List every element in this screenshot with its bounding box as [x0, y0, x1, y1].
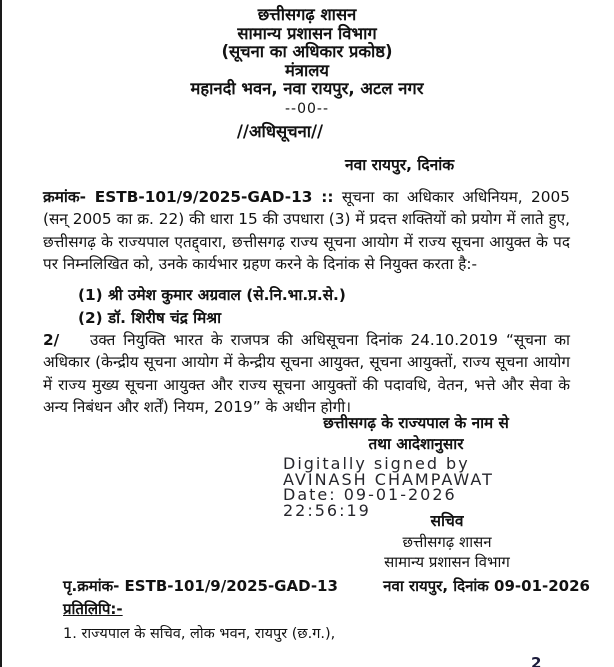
copy-to-label: प्रतिलिपि:- — [63, 600, 123, 618]
signature-signed-by: Digitally signed by — [283, 454, 470, 473]
copy-to-item-1: 1. राज्यपाल के सचिव, लोक भवन, रायपुर (छ.ग.), — [63, 626, 336, 642]
signatory-org-2: सामान्य प्रशासन विभाग — [384, 553, 510, 571]
signature-date: Date: 09-01-2026 — [283, 485, 457, 504]
header-divider: --00-- — [284, 100, 330, 117]
order-number: क्रमांक- ESTB-101/9/2025-GAD-13 :: — [43, 188, 334, 206]
signature-signer-name: AVINASH CHAMPAWAT — [283, 469, 494, 489]
letterhead — [0, 6, 614, 118]
page-number: 2 — [531, 654, 542, 667]
paragraph-2-number: 2/ — [43, 331, 60, 349]
paragraph-1-body: सूचना का अधिकार अधिनियम, 2005 (सन् 2005 का क्र. 22) की धारा 15 की उपधारा (3) में प्रदत्त शक्तियों को प्रयोग में लाते हुए, छत्तीसगढ़ के राज्यपाल एतद्द्वारा, छत्तीसगढ़ राज्य सूचना आयोग में राज्य सूचना आयुक्त के पद पर निम्नलिखित को, उनके कार्यभार ग्रहण करने के दिनांक से नियुक्त करता है:- — [43, 188, 570, 273]
signatory-org-1: छत्तीसगढ़ शासन — [402, 532, 492, 551]
letterhead-department: सामान्य प्रशासन विभाग — [237, 23, 377, 43]
signature-time: 22:56:19 — [283, 500, 371, 520]
authority-line-1: छत्तीसगढ़ के राज्यपाल के नाम से — [323, 414, 509, 432]
appointee-item-1: (1) श्री उमेश कुमार अग्रवाल (से.नि.भा.प्र.से.) — [78, 286, 346, 304]
paragraph-1 — [43, 186, 570, 275]
appointee-list — [78, 284, 346, 329]
letterhead-ministry: मंत्रालय — [284, 60, 329, 80]
endorsement-ref-number: पृ.क्रमांक- ESTB-101/9/2025-GAD-13 — [63, 577, 338, 595]
letterhead-cell: (सूचना का अधिकार प्रकोष्ठ) — [221, 42, 393, 61]
signatory-block — [367, 511, 527, 573]
appointee-item-2: (2) डॉ. शिरीष चंद्र मिश्रा — [78, 308, 222, 327]
paragraph-2 — [43, 329, 570, 418]
authority-block — [287, 413, 545, 455]
authority-line-2: तथा आदेशानुसार — [368, 435, 464, 453]
signatory-title: सचिव — [430, 512, 464, 530]
endorsement-place-date: नवा रायपुर, दिनांक 09-01-2026 — [383, 577, 590, 595]
paragraph-2-body: उक्त नियुक्ति भारत के राजपत्र की अधिसूचना दिनांक 24.10.2019 “सूचना का अधिकार (केन्द्रीय सूचना आयोग में केन्द्रीय सूचना आयुक्त, सूचना आयुक्तों, राज्य सूचना आयोग में राज्य मुख्य सूचना आयुक्त और राज्य सूचना आयुक्तों की पदावधि, वेतन, भत्ते और सेवा के अन्य निबंधन और शर्तें) नियम, 2019” के अधीन होगी। — [43, 331, 570, 416]
letterhead-address: महानदी भवन, नवा रायपुर, अटल नगर — [190, 79, 424, 98]
dateline: नवा रायपुर, दिनांक — [345, 156, 455, 174]
notification-title: //अधिसूचना// — [236, 122, 324, 141]
letterhead-government: छत्तीसगढ़ शासन — [257, 5, 357, 24]
digital-signature-stamp — [283, 456, 494, 518]
